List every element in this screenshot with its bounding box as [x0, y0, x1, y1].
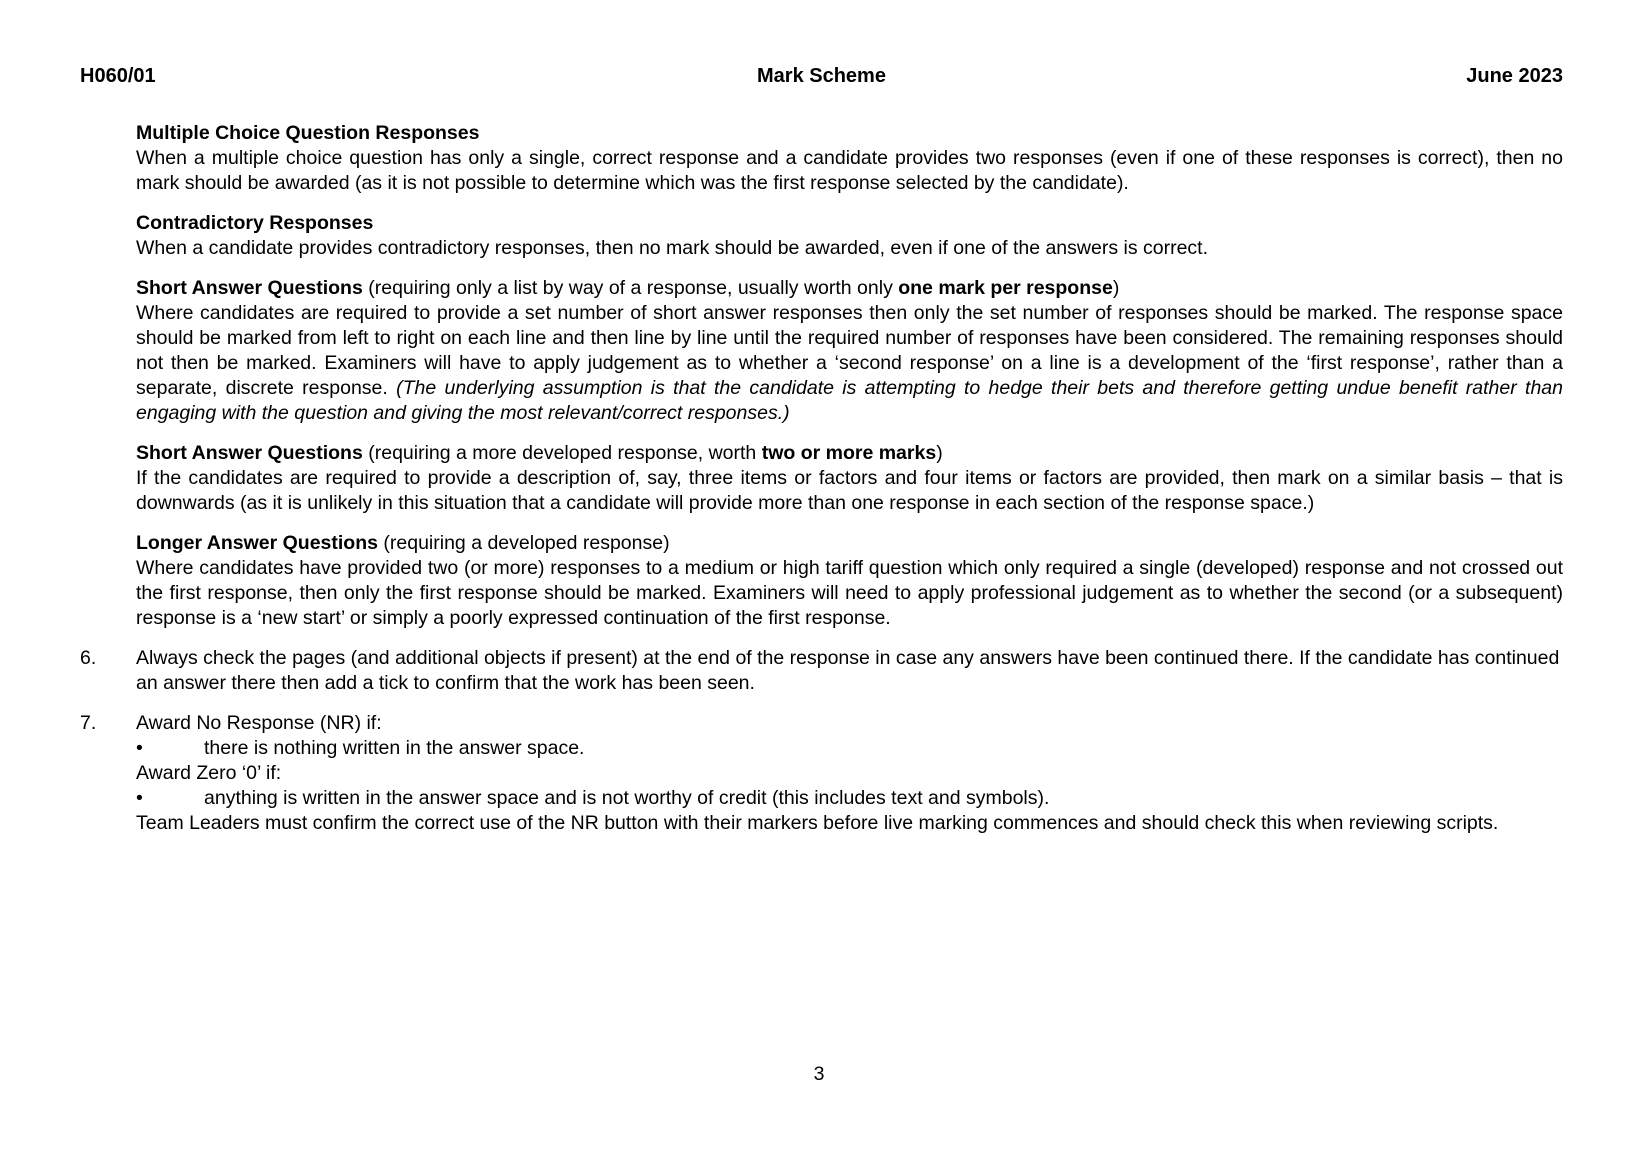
- item-lead: Award Zero ‘0’ if:: [136, 762, 282, 784]
- body-italic-text: (The underlying assumption is that the candidate is attempting to hedge their bets and therefore getting undue benefit rather than engaging with the question and giving the most relevant/correct responses.): [136, 377, 1563, 424]
- item-text-block: [136, 646, 1563, 696]
- item-lead: Award No Response (NR) if:: [136, 712, 382, 734]
- item-closing: Team Leaders must confirm the correct use of the NR button with their markers before live marking commences and should check this when reviewing scripts.: [136, 812, 1499, 834]
- bullet-text: anything is written in the answer space and is not worthy of credit (this includes text and symbols).: [204, 787, 1050, 809]
- item-text: Always check the pages (and additional objects if present) at the end of the response in case any answers have been continued there. If the candidate has continued an answer there then add a tick to confirm that the work has been seen.: [136, 647, 1560, 694]
- heading-normal-text: ): [1112, 277, 1120, 299]
- page-content: [80, 121, 1563, 851]
- heading-bold-text: Contradictory Responses: [136, 212, 374, 234]
- section-body: [136, 466, 1563, 516]
- heading-bold-text: Short Answer Questions: [136, 442, 363, 464]
- item-number: 7.: [80, 712, 97, 734]
- body-text: If the candidates are required to provide a description of, say, three items or factors and four items or factors are provided, then mark on a similar basis – that is downwards (as it is unlikely in this situation that a candidate will provide more than one response in each section of the response space.): [136, 467, 1563, 514]
- heading-bold-text: one mark per response: [898, 277, 1113, 299]
- page-header: [80, 64, 1563, 89]
- body-text: When a multiple choice question has only a single, correct response and a candidate provides two responses (even if one of these responses is correct), then no mark should be awarded (as it is not possible to determine which was the first response selected by the candidate).: [136, 147, 1563, 194]
- heading-bold-text: Longer Answer Questions: [136, 532, 378, 554]
- section-body: [136, 146, 1563, 196]
- page-number: 3: [813, 1063, 825, 1085]
- numbered-item-6: [80, 646, 1563, 696]
- section-body: [136, 301, 1563, 426]
- body-text: Where candidates are required to provide a set number of short answer responses then only the set number of responses should be marked. The response space should be marked from left to right on each line and then line by line until the required number of responses have been considered. The remaining responses should not then be marked. Examiners will have to apply judgement as to whether a ‘second response’ on a line is a development of the ‘first response’, rather than a separate, discrete response.: [136, 302, 1563, 399]
- section-short-answer-list: [80, 276, 1563, 426]
- doc-date: June 2023: [1466, 65, 1563, 87]
- doc-code: H060/01: [80, 65, 156, 87]
- body-text: When a candidate provides contradictory responses, then no mark should be awarded, even if one of the answers is correct.: [136, 237, 1209, 259]
- heading-normal-text: ): [936, 442, 943, 464]
- heading-bold-text: two or more marks: [761, 442, 937, 464]
- bullet-icon: •: [136, 787, 143, 809]
- section-heading: [136, 211, 1563, 236]
- section-body: [136, 236, 1563, 261]
- section-heading: [136, 276, 1563, 301]
- bullet-text: there is nothing written in the answer space.: [204, 737, 585, 759]
- bullet-item: [136, 786, 1563, 811]
- item-number: 6.: [80, 647, 97, 669]
- heading-normal-text: (requiring only a list by way of a response, usually worth only: [362, 277, 899, 299]
- doc-title: Mark Scheme: [757, 65, 886, 87]
- heading-bold-text: Short Answer Questions: [136, 277, 363, 299]
- section-short-answer-developed: [80, 441, 1563, 516]
- body-text: Where candidates have provided two (or more) responses to a medium or high tariff question which only required a single (developed) response and not crossed out the first response, then only the first response should be marked. Examiners will need to apply professional judgement as to whether the second (or a subsequent) response is a ‘new start’ or simply a poorly expressed continuation of the first response.: [136, 557, 1563, 629]
- heading-bold-text: Multiple Choice Question Responses: [136, 122, 480, 144]
- section-heading: [136, 531, 1563, 556]
- section-longer-answer: [80, 531, 1563, 631]
- section-contradictory: [80, 211, 1563, 261]
- bullet-icon: •: [136, 737, 143, 759]
- numbered-item-7: [80, 711, 1563, 836]
- section-multiple-choice: [80, 121, 1563, 196]
- item-text-block: [136, 711, 1563, 836]
- section-heading: [136, 121, 1563, 146]
- heading-normal-text: (requiring a developed response): [377, 532, 670, 554]
- section-heading: [136, 441, 1563, 466]
- bullet-item: [136, 736, 1563, 761]
- section-body: [136, 556, 1563, 631]
- heading-normal-text: (requiring a more developed response, worth: [362, 442, 762, 464]
